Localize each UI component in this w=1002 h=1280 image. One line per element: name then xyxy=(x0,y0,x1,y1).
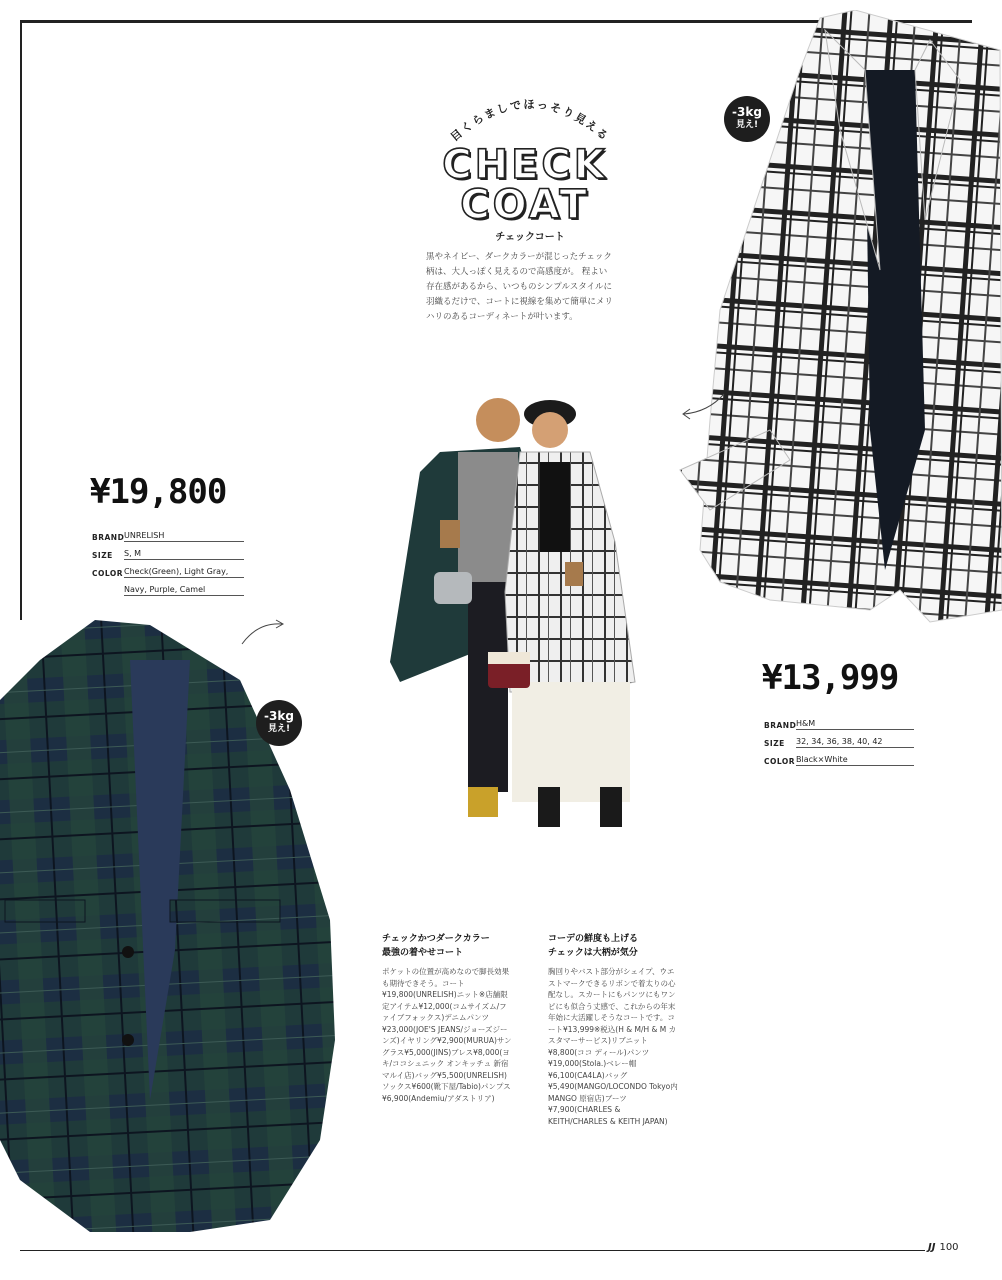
headline-subtitle: チェックコート xyxy=(495,232,565,243)
column-body: ポケットの位置が高めなので脚長効果も期待できそう。コート¥19,800(UNRELISH)ニット※店舗限定アイテム¥12,000(コムサイズム/ファイブフォックス)デニムパンツ¥23,000(JOE'S JEANS/ジョーズジーンズ)イヤリング¥2,900(MURUA)サングラス¥5,000(JINS)ブレス¥8,000(ヨキ/ココシュニック オンキッチュ 新宿マルイ店)バッグ¥5,500(UNRELISH)ソックス¥600(靴下屋/Tabio)パンプス¥6,900(Andemiu/アダストリア) xyxy=(382,967,512,1103)
spec-key: SIZE xyxy=(764,739,785,748)
column-heading-line2: 最強の着やせコート xyxy=(382,948,464,958)
spec-row xyxy=(764,748,914,766)
column-heading-line2: チェックは大柄が気分 xyxy=(548,948,638,958)
page-number: 100 xyxy=(939,1242,959,1253)
column-heading-line1: チェックかつダークカラー xyxy=(382,934,490,944)
spec-row-continued xyxy=(92,578,244,596)
side-rule xyxy=(20,20,22,620)
headline-line2: COAT xyxy=(460,182,590,228)
spec-key: COLOR xyxy=(92,569,124,578)
models-photo xyxy=(380,392,665,832)
bottom-rule xyxy=(20,1250,925,1251)
badge-line1: -3kg xyxy=(732,105,762,119)
magazine-logo: JJ xyxy=(928,1242,936,1253)
spec-key: BRAND xyxy=(764,721,797,730)
badge-line1: -3kg xyxy=(264,709,294,723)
minus-3kg-badge xyxy=(724,96,770,142)
spec-value: 32, 34, 36, 38, 40, 42 xyxy=(796,737,914,748)
bag-icon xyxy=(434,572,472,604)
svg-text:目くらましでほっそり見える xyxy=(448,98,612,144)
column-right xyxy=(548,932,678,1127)
spec-row xyxy=(764,730,914,748)
spec-key: SIZE xyxy=(92,551,113,560)
spec-row xyxy=(92,542,244,560)
button-icon xyxy=(122,946,134,958)
arc-tagline-text: 目くらましでほっそり見える xyxy=(448,98,612,144)
spec-row xyxy=(92,524,244,542)
spec-table-left xyxy=(92,524,244,596)
badge-line2: 見え! xyxy=(267,724,291,734)
page-folio xyxy=(928,1242,959,1253)
coffee-cup-icon xyxy=(565,562,583,586)
column-body: 胸回りやバスト部分がシェイプ、ウエストマークできるリボンで着太りの心配なし。スカートにもパンツにもワンピにも似合う丈感で、これからの年末年始に大活躍しそうなコートです。コート¥13,999※税込(H & M/H & M カスタマーサービス)リブニット¥8,800(ココ ディール)パンツ¥19,000(Stola.)ベレー帽¥6,100(CA4LA)バッグ¥5,490(MANGO/LOCONDO Tokyo内 MANGO 原宿店)ブーツ¥7,900(CHARLES & KEITH/CHARLES & KEITH JAPAN) xyxy=(548,967,678,1126)
white-check-coat-photo xyxy=(650,10,1002,630)
arrow-icon xyxy=(238,618,288,648)
coffee-cup-icon xyxy=(440,520,460,548)
price-right: ¥13,999 xyxy=(762,658,899,698)
spec-value: H&M xyxy=(796,719,914,730)
price-left: ¥19,800 xyxy=(90,472,227,512)
spec-value: Navy, Purple, Camel xyxy=(124,585,244,596)
headline-line1: CHECK xyxy=(442,142,608,188)
spec-value: Check(Green), Light Gray, xyxy=(124,567,244,578)
spec-key: COLOR xyxy=(764,757,796,766)
spec-row xyxy=(92,560,244,578)
column-heading-line1: コーデの鮮度も上げる xyxy=(548,934,639,944)
button-icon xyxy=(122,1034,134,1046)
spec-table-right xyxy=(764,712,914,766)
headline xyxy=(440,142,610,228)
intro-text: 黒やネイビー、ダークカラーが混じったチェック柄は、大人っぽく見えるので高感度が。 程よい存在感があるから、いつものシンプルスタイルに羽織るだけで、コートに視線を集めて簡単にメリハリのあるコーディネートが叶います。 xyxy=(426,252,613,322)
arrow-icon xyxy=(678,390,728,422)
spec-value: UNRELISH xyxy=(124,531,244,542)
minus-3kg-badge xyxy=(256,700,302,746)
spec-value: S, M xyxy=(124,549,244,560)
column-left xyxy=(382,932,512,1104)
spec-value: Black×White xyxy=(796,755,914,766)
spec-key: BRAND xyxy=(92,533,125,542)
spec-row xyxy=(764,712,914,730)
badge-line2: 見え! xyxy=(735,120,759,130)
